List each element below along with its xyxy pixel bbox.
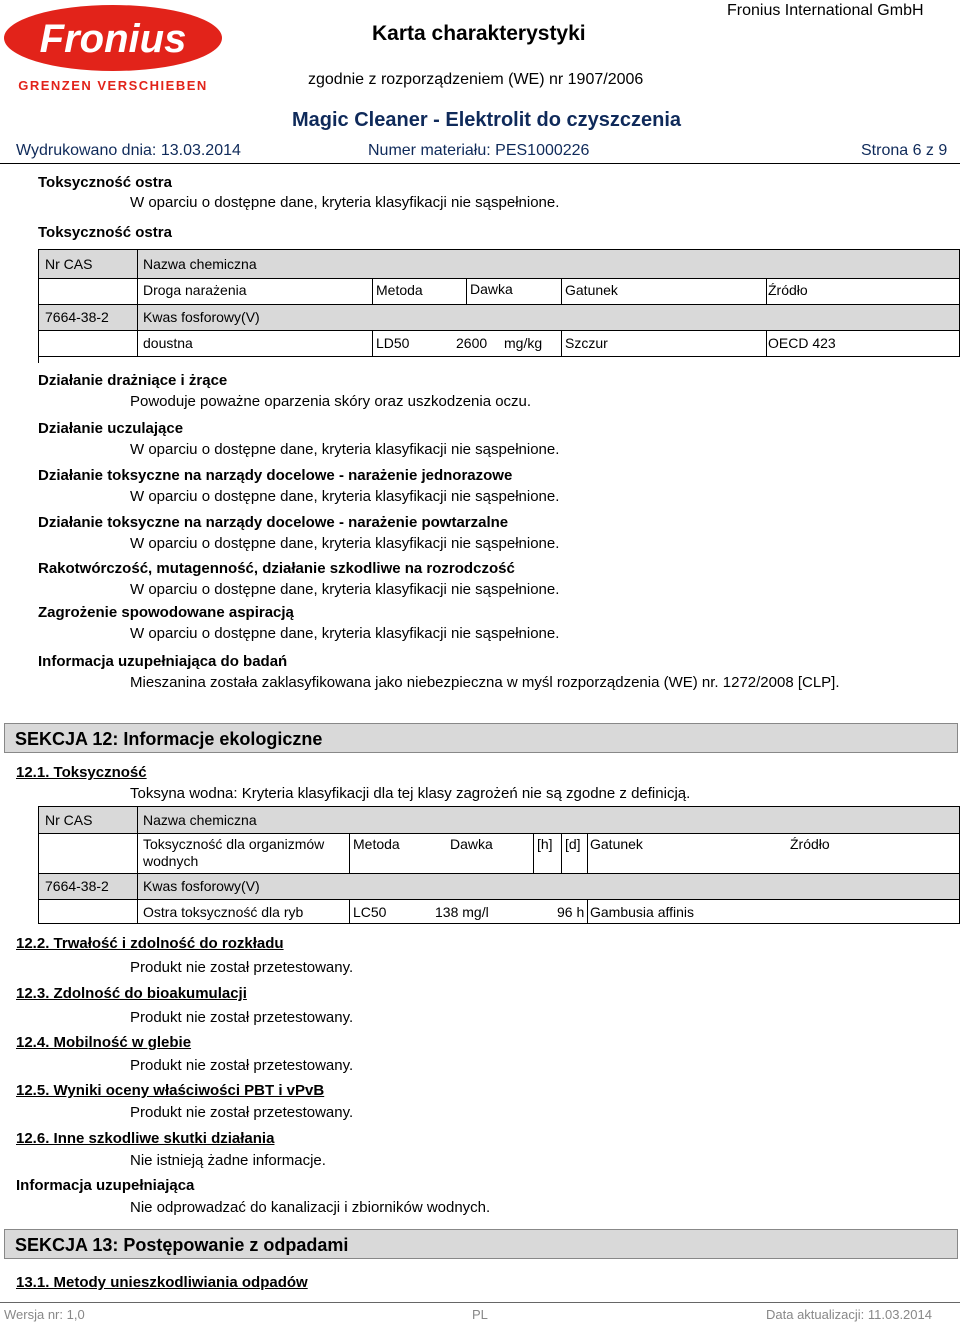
heading-sensitisation: Działanie uczulające — [38, 420, 184, 437]
page-number: Strona 6 z 9 — [861, 142, 948, 159]
print-date: Wydrukowano dnia: 13.03.2014 — [16, 142, 241, 159]
section-12-bar — [4, 723, 958, 753]
section-13-bar — [4, 1229, 958, 1259]
cas-number: 7664-38-2 — [45, 878, 109, 894]
section-13-title: SEKCJA 13: Postępowanie z odpadami — [15, 1235, 349, 1255]
language: PL — [472, 1307, 488, 1322]
additional-info-text: Nie odprowadzać do kanalizacji i zbiorników wodnych. — [130, 1199, 491, 1216]
heading-cmr: Rakotwórczość, mutagenność, działanie szkodliwe na rozrodczość — [38, 560, 515, 577]
species: Szczur — [565, 335, 608, 351]
col-species-header: Gatunek — [565, 282, 618, 298]
header-divider — [0, 163, 960, 164]
dose: 138 mg/l — [435, 904, 489, 920]
exposure-route: doustna — [143, 335, 193, 351]
heading-12-1: 12.1. Toksyczność — [16, 764, 147, 781]
col-source-header: Źródło — [768, 282, 808, 298]
table-line — [39, 899, 959, 900]
col-days-header: [d] — [565, 836, 581, 852]
col-name-header: Nazwa chemiczna — [143, 812, 257, 828]
product-title: Magic Cleaner - Elektrolit do czyszczenia — [292, 109, 682, 131]
fronius-logo-graphic — [2, 4, 224, 94]
heading-stot-single: Działanie toksyczne na narządy docelowe - narażenie jednorazowe — [38, 467, 513, 484]
ecotoxicity-table — [38, 806, 960, 924]
cas-number: 7664-38-2 — [45, 309, 109, 325]
col-dose-header: Dawka — [470, 281, 513, 297]
section-12-title: SEKCJA 12: Informacje ekologiczne — [15, 729, 323, 749]
heading-12-6: 12.6. Inne szkodliwe skutki działania — [16, 1130, 275, 1147]
heading-12-5: 12.5. Wyniki oceny właściwości PBT i vPvB — [16, 1082, 325, 1099]
svg-text:GRENZEN VERSCHIEBEN: GRENZEN VERSCHIEBEN — [18, 78, 208, 93]
test-info-text: Mieszanina została zaklasyfikowana jako niebezpieczna w myśl rozporządzenia (WE) nr. 1272/2008 [CLP]. — [130, 674, 840, 691]
col-route-header: Droga narażenia — [143, 282, 247, 298]
table-line — [587, 899, 588, 923]
table-line — [39, 278, 959, 279]
heading-test-info: Informacja uzupełniająca do badań — [38, 653, 288, 670]
version: Wersja nr: 1,0 — [4, 1307, 85, 1322]
material-number: Numer materiału: PES1000226 — [368, 142, 590, 159]
col-dose-header: Dawka — [450, 836, 493, 852]
other-effects-text: Nie istnieją żadne informacje. — [130, 1152, 326, 1169]
table-line — [39, 330, 959, 331]
col-cas-header: Nr CAS — [45, 256, 93, 272]
fronius-logo — [2, 4, 224, 94]
table-line — [533, 833, 534, 873]
species: Gambusia affinis — [590, 904, 695, 920]
table-line — [372, 278, 373, 304]
table-line — [349, 899, 350, 923]
heading-12-4: 12.4. Mobilność w glebie — [16, 1034, 192, 1051]
acute-toxicity-text: W oparciu o dostępne dane, kryteria klasyfikacji nie sąspełnione. — [130, 194, 560, 211]
acute-toxicity-table — [38, 249, 960, 357]
table-line — [466, 278, 467, 304]
table-line — [39, 833, 959, 834]
regulation-reference: zgodnie z rozporządzeniem (WE) nr 1907/2006 — [308, 71, 644, 88]
table-line — [137, 807, 138, 923]
table-line — [372, 330, 373, 356]
toxicity-type: Ostra toksyczność dla ryb — [143, 904, 304, 920]
table-line — [349, 833, 350, 873]
svg-text:Fronius: Fronius — [39, 17, 187, 61]
heading-acute-toxicity-table: Toksyczność ostra — [38, 224, 172, 241]
company-name: Fronius International GmbH — [727, 2, 924, 19]
heading-12-3: 12.3. Zdolność do bioakumulacji — [16, 985, 247, 1002]
aquatic-toxicity-text: Toksyna wodna: Kryteria klasyfikacji dla tej klasy zagrożeń nie są zgodne z definicją. — [130, 785, 691, 802]
col-method-header: Metoda — [353, 836, 400, 852]
exposure-hours: 96 h — [557, 904, 585, 920]
bioaccumulation-text: Produkt nie został przetestowany. — [130, 1009, 354, 1026]
col-cas-header: Nr CAS — [45, 812, 93, 828]
table-line — [561, 833, 562, 873]
heading-aspiration: Zagrożenie spowodowane aspiracją — [38, 604, 294, 621]
update-date: Data aktualizacji: 11.03.2014 — [766, 1307, 932, 1322]
dose-value: 2600 — [456, 335, 488, 351]
test-method: LD50 — [376, 335, 410, 351]
sensitisation-text: W oparciu o dostępne dane, kryteria klasyfikacji nie sąspełnione. — [130, 441, 560, 458]
col-hours-header: [h] — [537, 836, 553, 852]
heading-stot-repeated: Działanie toksyczne na narządy docelowe - narażenie powtarzalne — [38, 514, 509, 531]
footer-divider — [0, 1302, 960, 1303]
irritation-text: Powoduje poważne oparzenia skóry oraz uszkodzenia oczu. — [130, 393, 532, 410]
table-line — [766, 278, 767, 304]
table-line — [39, 304, 959, 305]
table-line — [561, 330, 562, 356]
cmr-text: W oparciu o dostępne dane, kryteria klasyfikacji nie sąspełnione. — [130, 581, 560, 598]
table-line — [766, 330, 767, 356]
col-species-header: Gatunek — [590, 836, 643, 852]
aspiration-text: W oparciu o dostępne dane, kryteria klasyfikacji nie sąspełnione. — [130, 625, 560, 642]
heading-additional-info: Informacja uzupełniająca — [16, 1177, 195, 1194]
stot-repeated-text: W oparciu o dostępne dane, kryteria klasyfikacji nie sąspełnione. — [130, 535, 560, 552]
heading-acute-toxicity: Toksyczność ostra — [38, 174, 172, 191]
pbt-text: Produkt nie został przetestowany. — [130, 1104, 354, 1121]
table-line — [561, 278, 562, 304]
col-source-header: Źródło — [790, 836, 830, 852]
table-line — [39, 873, 959, 874]
substance-name: Kwas fosforowy(V) — [143, 309, 260, 325]
substance-name: Kwas fosforowy(V) — [143, 878, 260, 894]
table-tail — [38, 355, 39, 363]
mobility-text: Produkt nie został przetestowany. — [130, 1057, 354, 1074]
test-method: LC50 — [353, 904, 387, 920]
stot-single-text: W oparciu o dostępne dane, kryteria klasyfikacji nie sąspełnione. — [130, 488, 560, 505]
heading-13-1: 13.1. Metody unieszkodliwiania odpadów — [16, 1274, 308, 1291]
table-line — [137, 250, 138, 356]
table-line — [587, 833, 588, 873]
dose-unit: mg/kg — [504, 335, 543, 351]
heading-irritation: Działanie drażniące i żrące — [38, 372, 228, 389]
heading-12-2: 12.2. Trwałość i zdolność do rozkładu — [16, 935, 284, 952]
persistence-text: Produkt nie został przetestowany. — [130, 959, 354, 976]
col-name-header: Nazwa chemiczna — [143, 256, 257, 272]
document-title: Karta charakterystyki — [372, 22, 586, 45]
col-tox-header-line-1: Toksyczność dla organizmów — [143, 836, 325, 852]
source: OECD 423 — [768, 335, 836, 351]
col-tox-header-line-2: wodnych — [143, 853, 199, 869]
col-method-header: Metoda — [376, 282, 423, 298]
